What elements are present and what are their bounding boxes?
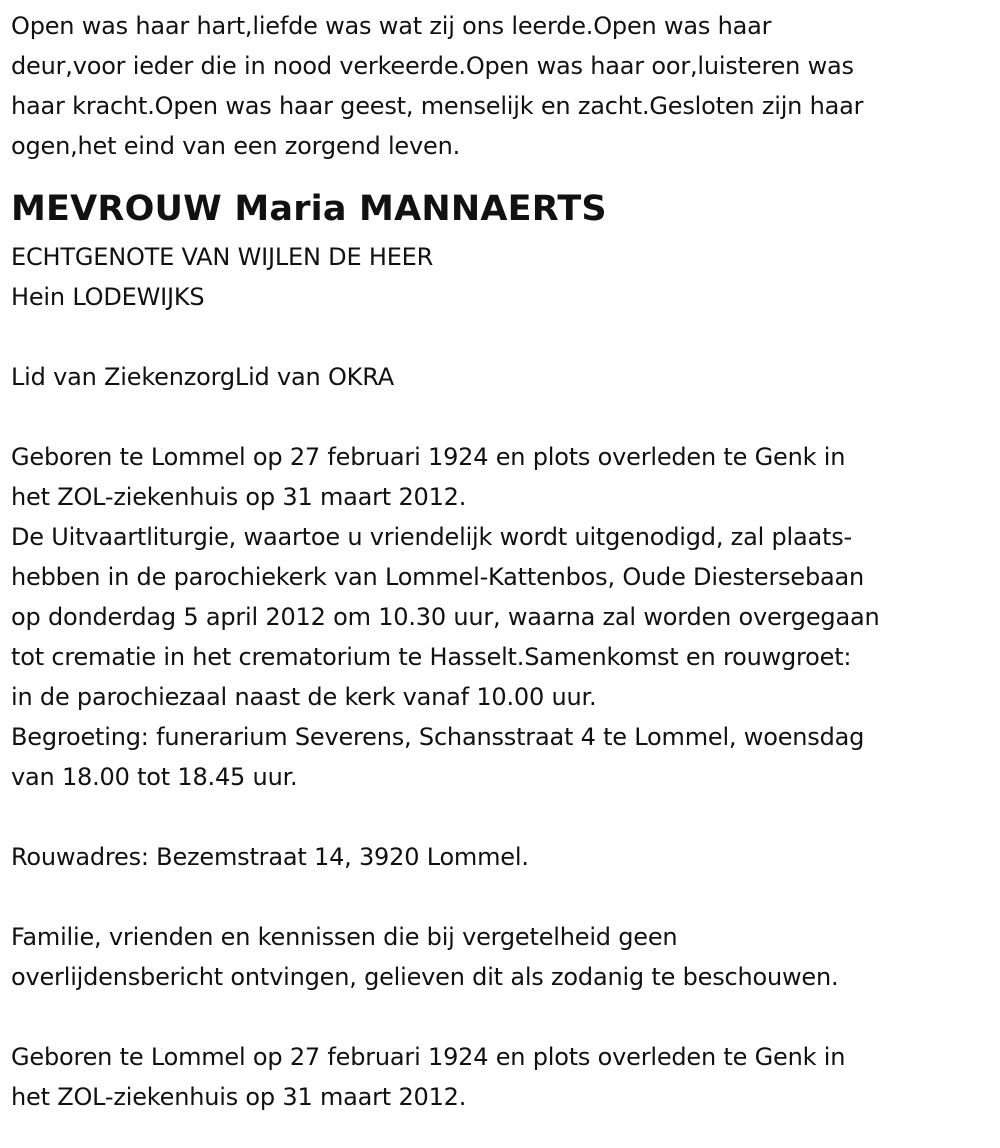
notice bbox=[11, 917, 991, 997]
footer-line: Geboren te Lommel op 27 februari 1924 en plots overleden te Genk in bbox=[11, 1043, 846, 1071]
mourning-address: Rouwadres: Bezemstraat 14, 3920 Lommel. bbox=[11, 843, 529, 871]
details-line: hebben in de parochiekerk van Lommel-Kattenbos, Oude Diestersebaan bbox=[11, 563, 865, 591]
details-line: van 18.00 tot 18.45 uur. bbox=[11, 763, 298, 791]
details-line: De Uitvaartliturgie, waartoe u vriendelijk wordt uitgenodigd, zal plaats- bbox=[11, 523, 852, 551]
spacer bbox=[11, 997, 991, 1037]
details-line: het ZOL-ziekenhuis op 31 maart 2012. bbox=[11, 483, 467, 511]
poem-line: Open was haar hart,liefde was wat zij ons leerde.Open was haar bbox=[11, 12, 772, 40]
poem-line: deur,voor ieder die in nood verkeerde.Open was haar oor,luisteren was bbox=[11, 52, 854, 80]
spouse-name: Hein LODEWIJKS bbox=[11, 283, 205, 311]
deceased-name: MEVROUW Maria MANNAERTS bbox=[11, 189, 607, 229]
spacer bbox=[11, 317, 991, 357]
footer-line: het ZOL-ziekenhuis op 31 maart 2012. bbox=[11, 1083, 467, 1111]
memberships: Lid van ZiekenzorgLid van OKRA bbox=[11, 363, 394, 391]
notice-line: overlijdensbericht ontvingen, gelieven dit als zodanig te beschouwen. bbox=[11, 963, 839, 991]
details-line: in de parochiezaal naast de kerk vanaf 10.00 uur. bbox=[11, 683, 597, 711]
poem-line: ogen,het eind van een zorgend leven. bbox=[11, 132, 461, 160]
obituary-document bbox=[11, 6, 991, 1117]
poem bbox=[11, 6, 991, 166]
funeral-details bbox=[11, 437, 991, 797]
details-line: tot crematie in het crematorium te Hasselt.Samenkomst en rouwgroet: bbox=[11, 643, 852, 671]
spacer bbox=[11, 877, 991, 917]
poem-line: haar kracht.Open was haar geest, menselijk en zacht.Gesloten zijn haar bbox=[11, 92, 864, 120]
spacer bbox=[11, 397, 991, 437]
details-line: op donderdag 5 april 2012 om 10.30 uur, waarna zal worden overgegaan bbox=[11, 603, 880, 631]
details-line: Begroeting: funerarium Severens, Schansstraat 4 te Lommel, woensdag bbox=[11, 723, 865, 751]
spacer bbox=[11, 797, 991, 837]
notice-line: Familie, vrienden en kennissen die bij vergetelheid geen bbox=[11, 923, 678, 951]
footer-birth-death bbox=[11, 1037, 991, 1117]
spouse-info bbox=[11, 237, 991, 317]
spouse-line: ECHTGENOTE VAN WIJLEN DE HEER bbox=[11, 243, 434, 271]
details-line: Geboren te Lommel op 27 februari 1924 en plots overleden te Genk in bbox=[11, 443, 846, 471]
